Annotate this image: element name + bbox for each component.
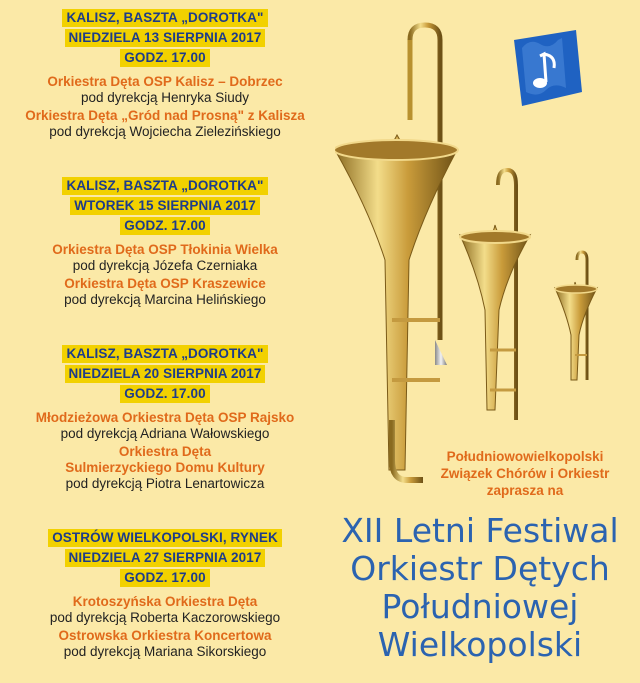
festival-title-line: XII Letni Festiwal — [341, 511, 619, 550]
concert-time: GODZ. 17.00 — [120, 49, 209, 67]
festival-title-line: Wielkopolski — [377, 625, 583, 664]
concert-time: GODZ. 17.00 — [120, 385, 209, 403]
concert-1 — [0, 8, 330, 140]
orchestra-name: Młodzieżowa Orkiestra Dęta OSP Rajsko — [35, 410, 295, 425]
organizer-invitation — [415, 448, 635, 499]
conductor: pod dyrekcją Piotra Lenartowicza — [65, 476, 265, 491]
organizer-line: Południowowielkopolski — [446, 449, 604, 464]
concert-4 — [0, 528, 330, 660]
concert-place: KALISZ, BASZTA „DOROTKA" — [62, 345, 267, 363]
trombone-icon — [335, 25, 458, 490]
concert-time: GODZ. 17.00 — [120, 569, 209, 587]
festival-title — [320, 512, 640, 664]
concert-date: NIEDZIELA 20 SIERPNIA 2017 — [65, 365, 266, 383]
concert-3 — [0, 344, 330, 492]
orchestra-name: Orkiestra Dęta OSP Kraszewice — [64, 276, 266, 291]
organizer-line: zaprasza na — [486, 483, 564, 498]
trombone-icon — [555, 252, 597, 382]
orchestra-name-line2: Sulmierzyckiego Domu Kultury — [65, 460, 265, 475]
conductor: pod dyrekcją Henryka Siudy — [80, 90, 250, 105]
conductor: pod dyrekcją Mariana Sikorskiego — [63, 644, 267, 659]
orchestra-name: Orkiestra Dęta „Gród nad Prosną" z Kalisza — [25, 108, 305, 123]
trombones-illustration — [335, 20, 635, 520]
music-note-logo-icon — [510, 28, 586, 108]
concert-place: KALISZ, BASZTA „DOROTKA" — [62, 9, 267, 27]
concert-date: WTOREK 15 SIERPNIA 2017 — [70, 197, 260, 215]
concert-date: NIEDZIELA 13 SIERPNIA 2017 — [65, 29, 266, 47]
orchestra-name: Krotoszyńska Orkiestra Dęta — [72, 594, 258, 609]
concert-place: KALISZ, BASZTA „DOROTKA" — [62, 177, 267, 195]
conductor: pod dyrekcją Adriana Wałowskiego — [60, 426, 270, 441]
conductor: pod dyrekcją Roberta Kaczorowskiego — [49, 610, 281, 625]
festival-title-line: Orkiestr Dętych — [350, 549, 610, 588]
orchestra-name-line1: Orkiestra Dęta — [118, 444, 212, 459]
concert-time: GODZ. 17.00 — [120, 217, 209, 235]
conductor: pod dyrekcją Józefa Czerniaka — [72, 258, 258, 273]
trombone-icon — [460, 170, 530, 420]
festival-title-line: Południowej — [381, 587, 579, 626]
conductor: pod dyrekcją Wojciecha Zielezińskiego — [49, 124, 281, 139]
conductor: pod dyrekcją Marcina Helińskiego — [64, 292, 266, 307]
organizer-line: Związek Chórów i Orkiestr — [440, 466, 610, 481]
concert-schedule — [0, 8, 330, 660]
orchestra-name: Orkiestra Dęta OSP Kalisz – Dobrzec — [47, 74, 283, 89]
concert-place: OSTRÓW WIELKOPOLSKI, RYNEK — [48, 529, 282, 547]
concert-date: NIEDZIELA 27 SIERPNIA 2017 — [65, 549, 266, 567]
orchestra-name: Orkiestra Dęta OSP Tłokinia Wielka — [52, 242, 278, 257]
concert-2 — [0, 176, 330, 308]
orchestra-name: Ostrowska Orkiestra Koncertowa — [58, 628, 272, 643]
